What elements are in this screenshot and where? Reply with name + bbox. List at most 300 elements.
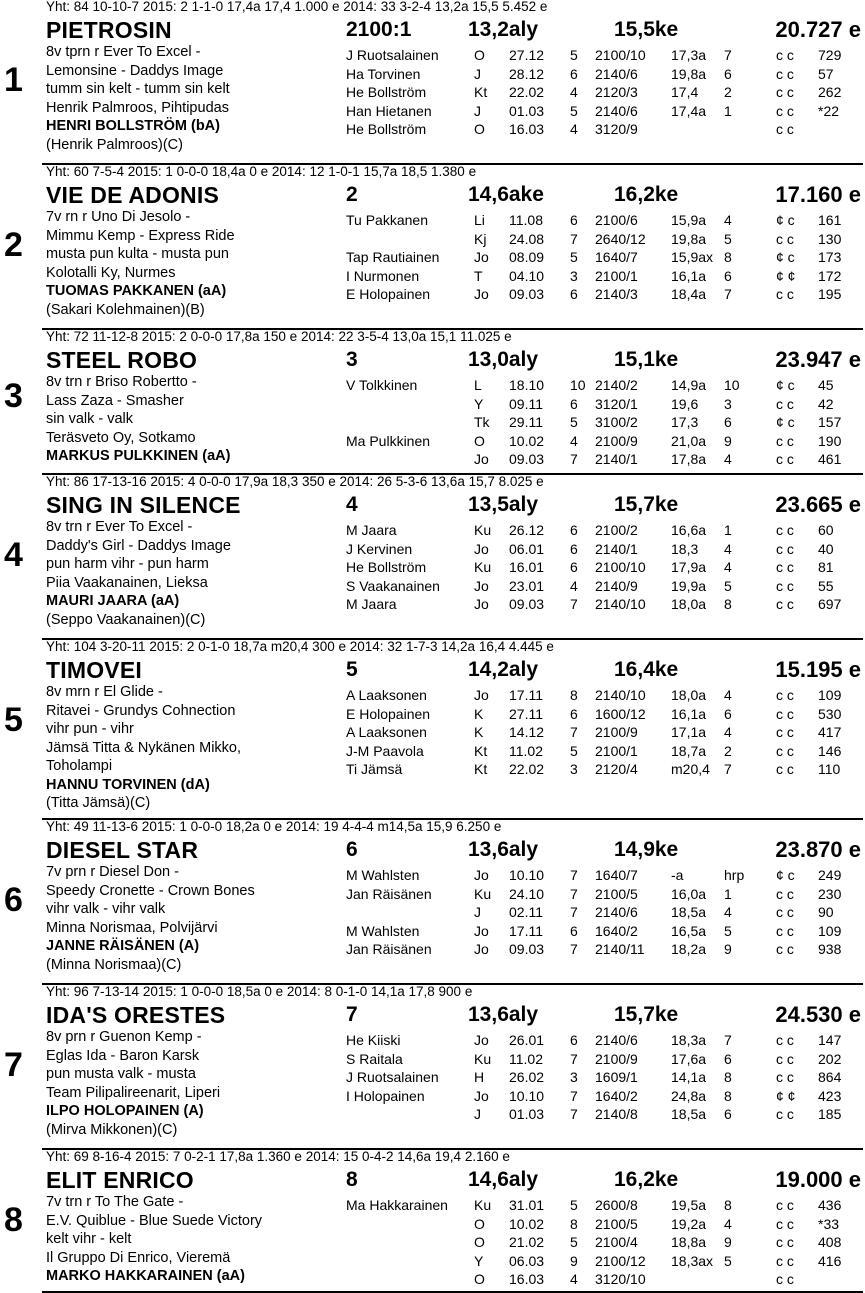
start-number: 3 [570,1069,578,1086]
start-date: 01.03 [509,102,545,119]
start-shoes: c c [776,687,794,703]
start-date: 16.03 [509,121,545,138]
start-odds: 262 [818,84,842,101]
start-time: 17,6a [671,1050,707,1067]
start-date: 09.03 [509,596,545,613]
career-stats: Yht: 84 10-10-7 2015: 2 1-1-0 17,4a 17,4 1.000 e 2014: 33 3-2-4 13,2a 15,5 5.452 e [46,0,548,14]
start-track: Jo [474,687,489,703]
start-distance: 2100/12 [595,1252,646,1269]
start-track: K [474,705,484,722]
start-driver: S Raitala [346,1050,403,1067]
start-placing: 7 [724,761,732,778]
start-distance: 2140/2 [595,377,638,393]
start-track: J [474,904,481,921]
start-shoes: c c [776,761,794,778]
start-number: 5 [570,102,578,119]
start-placing: 4 [724,212,732,228]
start-placing: 8 [724,1087,732,1104]
start-number: 6 [570,522,578,538]
start-date: 21.02 [509,1234,545,1251]
info-line: 8v prn r Guenon Kemp - [46,1029,202,1045]
start-date: 16.03 [509,1271,545,1288]
start-number: 5 [570,742,578,759]
start-number: 6 [570,559,578,576]
start-odds: 408 [818,1234,842,1251]
start-track: Ku [474,1197,492,1213]
start-driver: Han Hietanen [346,102,432,119]
start-placing: 7 [724,1032,732,1048]
start-driver: M Wahlsten [346,922,420,939]
start-number: 6 [570,540,578,557]
start-track: H [474,1069,485,1086]
best-time: 13,5aly [468,493,539,516]
start-track: Tk [474,414,490,431]
start-shoes: c c [776,286,794,303]
start-placing: 8 [724,1197,732,1213]
trainer-name: HENRI BOLLSTRÖM (bA) [46,118,220,134]
horse-name: PIETROSIN [46,17,172,43]
career-stats: Yht: 69 8-16-4 2015: 7 0-2-1 17,8a 1.360 e 2014: 15 0-4-2 14,6a 19,4 2.160 e [46,1149,510,1164]
start-shoes: ¢ c [776,212,795,228]
start-number: 10 [570,377,586,393]
info-line: 7v trn r To The Gate - [46,1194,184,1210]
start-number: 3 [570,761,578,778]
start-track: O [474,121,485,138]
trainer-name: TUOMAS PAKKANEN (aA) [46,283,227,299]
start-shoes: c c [776,724,794,741]
race-distance: 3 [346,348,358,371]
start-placing: 7 [724,47,732,63]
start-track: Jo [474,941,489,958]
best-time: 14,2aly [468,658,539,681]
start-shoes: c c [776,65,794,82]
start-number: 7 [570,230,578,247]
start-date: 01.03 [509,1106,545,1123]
start-shoes: c c [776,84,794,101]
horse-entry [0,165,865,330]
start-distance: 2100/9 [595,724,638,741]
info-line: sin valk - valk [46,411,134,427]
start-placing: 3 [724,395,732,412]
career-stats: Yht: 96 7-13-14 2015: 1 0-0-0 18,5a 0 e 2014: 8 0-1-0 14,1a 17,8 900 e [46,984,473,999]
start-distance: 2100/9 [595,432,638,449]
start-odds: 109 [818,687,842,703]
start-shoes: c c [776,1032,794,1048]
start-track: Ku [474,1050,492,1067]
horse-entry [0,820,865,985]
info-line: vihr valk - vihr valk [46,901,166,917]
start-number: 3 [4,377,23,415]
start-time: 19,9a [671,577,707,594]
info-line: (Henrik Palmroos)(C) [46,136,183,153]
average-time: 15,1ke [614,348,679,371]
start-date: 18.10 [509,377,545,393]
start-odds: 416 [818,1252,842,1269]
start-track: Jo [474,451,489,468]
start-number: 5 [4,701,23,739]
start-distance: 2140/10 [595,596,646,613]
start-date: 26.12 [509,522,545,538]
info-line: Lass Zaza - Smasher [46,392,184,409]
start-odds: 729 [818,47,842,63]
start-placing: 6 [724,1106,732,1123]
start-track: Jo [474,540,489,557]
start-time: 14,1a [671,1069,707,1086]
start-shoes: c c [776,1234,794,1251]
info-line: 8v tprn r Ever To Excel - [46,44,201,60]
start-date: 11.08 [509,212,543,228]
start-driver: M Jaara [346,596,397,613]
start-shoes: c c [776,1069,794,1086]
average-time: 14,9ke [614,838,679,861]
start-distance: 2140/3 [595,286,638,303]
start-date: 06.03 [509,1252,545,1269]
start-shoes: ¢ ¢ [776,1087,796,1104]
start-shoes: c c [776,922,794,939]
start-placing: 9 [724,432,732,449]
horse-entry [0,0,865,165]
info-line: musta pun kulta - musta pun [46,246,229,262]
start-date: 09.03 [509,451,545,468]
start-time: 16,6a [671,522,707,538]
start-number: 6 [570,286,578,303]
start-driver: E Holopainen [346,705,431,722]
start-date: 11.02 [509,1050,543,1067]
start-time: 18,5a [671,1106,707,1123]
start-time: 15,9a [671,212,707,228]
start-distance: 2120/3 [595,84,638,101]
start-track: Jo [474,577,489,594]
start-driver: J Ruotsalainen [346,1069,439,1086]
start-time: 16,1a [671,705,707,722]
start-time: 18,4a [671,286,707,303]
start-time: 17,4 [671,84,699,101]
start-driver: M Wahlsten [346,867,420,883]
start-placing: 4 [724,559,732,576]
start-placing: 6 [724,414,732,431]
start-driver: A Laaksonen [346,724,427,741]
start-shoes: c c [776,1197,794,1213]
start-placing: 4 [724,451,732,468]
total-winnings: 15.195 e [775,657,861,682]
start-track: Ku [474,885,492,902]
career-stats: Yht: 60 7-5-4 2015: 1 0-0-0 18,4a 0 e 2014: 12 1-0-1 15,7a 18,5 1.380 e [46,164,477,179]
start-distance: 2100/6 [595,212,638,228]
info-line: tumm sin kelt - tumm sin kelt [46,81,230,97]
start-driver: He Bollström [346,84,427,101]
horse-info [46,683,241,813]
start-distance: 1640/7 [595,249,638,266]
start-distance: 2140/6 [595,102,638,119]
info-line: (Minna Norismaa)(C) [46,956,182,973]
start-odds: 202 [818,1050,842,1067]
start-shoes: ¢ c [776,414,795,431]
start-date: 23.01 [509,577,545,594]
start-track: Jo [474,596,489,613]
start-shoes: c c [776,47,794,63]
start-driver: He Bollström [346,559,427,576]
start-shoes: c c [776,395,794,412]
info-line: Speedy Cronette - Crown Bones [46,882,255,899]
start-placing: 5 [724,922,732,939]
total-winnings: 23.665 e [775,492,861,517]
start-track: Y [474,1252,484,1269]
start-driver: I Nurmonen [346,267,420,284]
total-winnings: 24.530 e [775,1002,861,1027]
total-winnings: 23.870 e [775,837,861,862]
horse-name: ELIT ENRICO [46,1167,194,1193]
info-line: pun musta valk - musta [46,1066,196,1082]
start-number: 7 [570,904,578,921]
info-line: Eglas Ida - Baron Karsk [46,1047,200,1064]
start-distance: 2140/10 [595,687,646,703]
horse-name: SING IN SILENCE [46,492,241,518]
start-placing: 6 [724,65,732,82]
start-time: m20,4 [671,761,710,778]
career-stats: Yht: 72 11-12-8 2015: 2 0-0-0 17,8a 150 e 2014: 22 3-5-4 13,0a 15,1 11.025 e [46,329,512,344]
start-date: 10.10 [509,1087,545,1104]
start-track: Ku [474,522,492,538]
start-odds: 40 [818,540,834,557]
start-number: 4 [570,121,578,138]
horse-info [46,1028,220,1139]
start-track: J [474,65,481,82]
race-distance: 2100:1 [346,18,412,41]
start-time: 24,8a [671,1087,707,1104]
horse-info [46,1193,262,1286]
start-placing: 1 [724,522,732,538]
start-odds: 147 [818,1032,842,1048]
horse-entry [0,985,865,1150]
best-time: 14,6ake [468,183,544,206]
start-number: 4 [4,536,23,574]
start-date: 10.02 [509,1215,545,1232]
start-number: 6 [570,395,578,412]
start-track: Jo [474,867,489,883]
start-time: 18,0a [671,687,707,703]
horse-info [46,518,231,629]
total-winnings: 19.000 e [775,1167,861,1192]
info-line: 8v mrn r El Glide - [46,684,163,700]
start-distance: 2640/12 [595,230,646,247]
start-shoes: c c [776,596,794,613]
start-placing: 9 [724,1234,732,1251]
start-number: 7 [570,1087,578,1104]
start-odds: 60 [818,522,834,538]
start-placing: 6 [724,705,732,722]
start-distance: 2140/6 [595,65,638,82]
total-winnings: 23.947 e [775,347,861,372]
start-date: 02.11 [509,904,543,921]
start-placing: 6 [724,267,732,284]
start-number: 4 [570,577,578,594]
start-number: 4 [570,432,578,449]
start-date: 04.10 [509,267,545,284]
start-track: J [474,102,481,119]
race-distance: 8 [346,1168,358,1191]
start-date: 24.08 [509,230,545,247]
start-time: 19,8a [671,230,707,247]
start-odds: 530 [818,705,842,722]
start-number: 8 [570,1215,578,1232]
start-time: 17,1a [671,724,707,741]
start-track: K [474,724,484,741]
career-stats: Yht: 49 11-13-6 2015: 1 0-0-0 18,2a 0 e 2014: 19 4-4-4 m14,5a 15,9 6.250 e [46,819,502,834]
start-time: 18,3 [671,540,699,557]
start-shoes: c c [776,559,794,576]
start-number: 1 [4,61,23,99]
start-placing: 4 [724,724,732,741]
start-driver: J-M Paavola [346,742,424,759]
info-line: Mimmu Kemp - Express Ride [46,227,235,244]
horse-entry [0,475,865,640]
start-driver: Tu Pakkanen [346,212,428,228]
start-placing: 5 [724,1252,732,1269]
start-track: Jo [474,249,489,266]
trainer-name: MARKO HAKKARAINEN (aA) [46,1268,245,1284]
start-number: 7 [570,941,578,958]
start-time: 16,1a [671,267,707,284]
start-date: 08.09 [509,249,545,266]
info-line: kelt vihr - kelt [46,1231,132,1247]
trainer-name: JANNE RÄISÄNEN (A) [46,938,200,954]
start-driver: I Holopainen [346,1087,425,1104]
info-line: (Mirva Mikkonen)(C) [46,1121,178,1138]
start-shoes: c c [776,742,794,759]
start-date: 09.11 [509,395,543,412]
start-shoes: ¢ c [776,377,795,393]
start-track: O [474,1271,485,1288]
average-time: 15,7ke [614,493,679,516]
horse-name: IDA'S ORESTES [46,1002,226,1028]
start-driver: E Holopainen [346,286,431,303]
start-date: 17.11 [509,687,543,703]
horse-info [46,208,235,319]
start-driver: Ma Pulkkinen [346,432,431,449]
start-date: 27.12 [509,47,545,63]
info-line: Jämsä Titta & Nykänen Mikko, [46,739,242,756]
start-odds: 230 [818,885,842,902]
start-time: 18,8a [671,1234,707,1251]
start-number: 6 [570,212,578,228]
race-distance: 5 [346,658,358,681]
start-odds: 130 [818,230,842,247]
start-odds: 423 [818,1087,842,1104]
start-odds: 173 [818,249,842,266]
start-driver: A Laaksonen [346,687,427,703]
average-time: 15,5ke [614,18,679,41]
start-distance: 2100/5 [595,885,638,902]
start-time: 17,8a [671,451,707,468]
start-placing: 2 [724,84,732,101]
horse-entry [0,330,865,475]
start-time: 19,6 [671,395,699,412]
info-line: 7v prn r Diesel Don - [46,864,179,880]
start-time: -a [671,867,684,883]
start-odds: 697 [818,596,842,613]
start-track: O [474,432,485,449]
start-placing: 4 [724,1215,732,1232]
start-distance: 2100/2 [595,522,638,538]
start-track: L [474,377,482,393]
start-placing: 5 [724,230,732,247]
start-time: 19,2a [671,1215,707,1232]
info-line: (Sakari Kolehmainen)(B) [46,301,205,318]
start-distance: 3120/1 [595,395,638,412]
best-time: 13,0aly [468,348,539,371]
start-shoes: ¢ c [776,867,795,883]
best-time: 14,6aly [468,1168,539,1191]
start-time: 14,9a [671,377,707,393]
start-distance: 1640/7 [595,867,638,883]
info-line: vihr pun - vihr [46,721,134,737]
start-number: 7 [570,1106,578,1123]
start-distance: 2600/8 [595,1197,638,1213]
start-odds: 90 [818,904,834,921]
start-placing: 4 [724,540,732,557]
start-distance: 3120/10 [595,1271,646,1288]
start-shoes: c c [776,904,794,921]
start-odds: 109 [818,922,842,939]
info-line: pun harm vihr - pun harm [46,556,209,572]
start-number: 5 [570,1197,578,1213]
start-time: 18,0a [671,596,707,613]
start-driver: J Kervinen [346,540,413,557]
start-time: 18,2a [671,941,707,958]
start-driver: Ha Torvinen [346,65,421,82]
start-shoes: c c [776,432,794,449]
start-odds: 157 [818,414,842,431]
start-track: O [474,47,485,63]
start-number: 3 [570,267,578,284]
start-placing: 10 [724,377,740,393]
start-time: 17,3a [671,47,707,63]
start-time: 15,9ax [671,249,714,266]
start-date: 14.12 [509,724,545,741]
info-line: Kolotalli Ky, Nurmes [46,264,176,281]
start-odds: 172 [818,267,842,284]
start-shoes: c c [776,1252,794,1269]
start-shoes: c c [776,1050,794,1067]
start-distance: 2140/11 [595,941,645,958]
start-distance: 2120/4 [595,761,638,778]
start-number: 6 [4,881,23,919]
start-odds: 461 [818,451,842,468]
race-distance: 7 [346,1003,358,1026]
total-winnings: 17.160 e [775,182,861,207]
start-shoes: c c [776,941,794,958]
start-number: 5 [570,249,578,266]
start-distance: 1640/2 [595,922,638,939]
start-date: 10.10 [509,867,545,883]
start-number: 7 [4,1046,23,1084]
start-driver: Jan Räisänen [346,885,432,902]
total-winnings: 20.727 e [775,17,861,42]
start-time: 18,3a [671,1032,707,1048]
start-driver: Ma Hakkarainen [346,1197,448,1213]
info-line: Il Gruppo Di Enrico, Vieremä [46,1249,231,1266]
start-number: 5 [570,1234,578,1251]
start-odds: 55 [818,577,834,594]
start-distance: 2100/1 [595,742,638,759]
start-track: J [474,1106,481,1123]
race-distance: 2 [346,183,358,206]
start-distance: 1609/1 [595,1069,638,1086]
start-number: 7 [570,451,578,468]
start-placing: hrp [724,867,745,883]
start-track: Kj [474,230,487,247]
start-shoes: ¢ c [776,249,795,266]
